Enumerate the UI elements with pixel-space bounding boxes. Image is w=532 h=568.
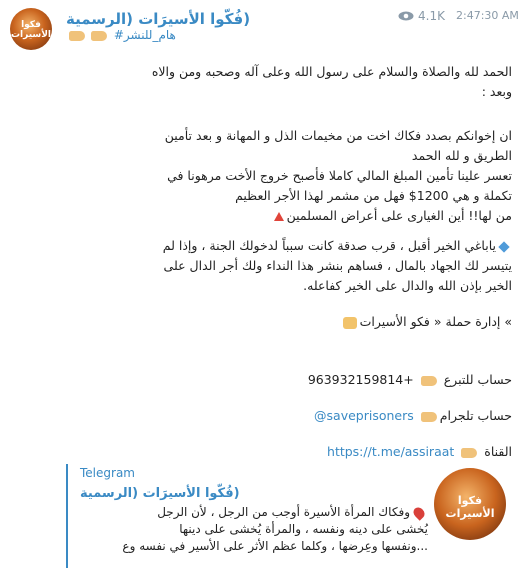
hand-icon [69,31,85,41]
text-line: وبعد : [481,84,512,99]
signature-name: فكو الأسيرات [359,314,430,329]
text-line: تكملة و هي 1200$ فهل من مشمر لهذا الأجر العظيم [235,188,512,203]
desc-line: يُخشى على دينه ونفسه ، والمرأة يُخشى على دينها [179,522,428,536]
text-line: الحمد لله والصلاة والسلام على رسول الله وعلى آله وصحبه ومن والاه [151,64,512,79]
diamond-icon [498,241,509,252]
message-paragraph-2 [62,126,512,226]
hashtag-link[interactable]: هام_للنشر# [113,28,176,42]
signature-prefix: » إدارة حملة « [433,314,512,329]
eye-icon [398,11,414,21]
channel-avatar[interactable] [10,8,52,50]
text-line: الخير بإذن الله والدال على الخير كفاعله. [303,278,512,293]
signature-line [62,312,512,332]
telegram-handle-link[interactable]: @saveprisoners [314,408,414,423]
text-span: ياباغي الخير أقبل ، قرب صدقة كانت سبباً لدخولك الجنة ، وإذا لم [162,238,496,253]
pointing-hand-icon [421,376,437,386]
text-line [62,206,512,226]
message-time: 2:47:30 AM [456,9,519,22]
avatar-label: فكوا الأسيرات [10,20,52,40]
views-value: 4.1K [418,9,445,23]
message-paragraph-3 [62,236,512,296]
text-line: الطريق و لله الحمد [411,148,512,163]
text-line: ان إخوانكم بصدد فكاك اخت من مخيمات الذل و المهانة و بعد تأمين [164,128,512,143]
desc-line [80,504,428,521]
text-line: يتيسر لك الجهاد بالمال ، فساهم بنشر هذا النداء ولك أجر الدال على [163,258,512,273]
preview-description [80,504,428,555]
warning-icon [274,212,284,221]
donate-number: 963932159814+ [307,372,414,387]
text-span: وفكاك المرأة الأسيرة أوجب من الرجل ، لأن الرجل [157,505,410,519]
view-count [398,9,445,23]
channel-label: القناة [484,444,512,459]
text-span: من لها!! أين الغيارى على أعراض المسلمين [286,208,512,223]
pointing-hand-icon [421,412,437,422]
preview-site-name: Telegram [80,466,135,480]
telegram-label: حساب تلجرام [439,408,512,423]
hand-icon [91,31,107,41]
hashtag-line [66,28,176,42]
text-line: تعسر علينا تأمين المبلغ المالي كاملا فأصبح خروج الأخت مرهونا في [167,168,512,183]
message-paragraph-1 [62,62,512,102]
desc-line: ...ونفسها وعِرضها ، وكلما عظم الأثر على الأسير في نفسه وع [122,539,428,553]
text-line [62,236,512,256]
donate-line [62,370,512,390]
channel-name[interactable]: (فُكّوا الأسيرَات (الرسمية [66,10,251,28]
preview-thumbnail[interactable] [434,468,506,540]
pointing-hand-icon [461,448,477,458]
telegram-account-line [62,406,512,426]
link-preview[interactable] [66,464,518,568]
channel-link-line [62,442,512,462]
pin-icon [411,505,427,521]
channel-link[interactable]: https://t.me/assiraat [327,444,455,459]
writing-hand-icon [343,317,357,329]
thumbnail-label: فكوا الأسيرات [445,494,495,520]
preview-title[interactable]: (فُكّوا الأسيرَات (الرسمية [80,486,240,501]
donate-label: حساب للتبرع [443,372,512,387]
